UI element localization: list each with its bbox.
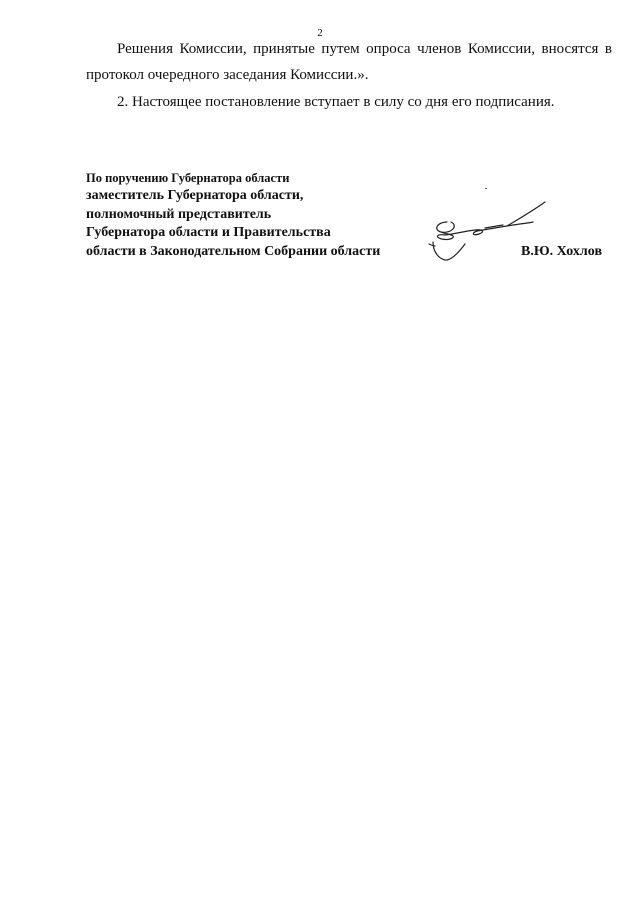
signature-block xyxy=(86,169,416,261)
position-line-2: полномочный представитель xyxy=(86,206,272,222)
scan-speck xyxy=(485,188,487,189)
on-behalf-line: По поручению Губернатора области xyxy=(86,171,290,185)
page-number: 2 xyxy=(317,27,323,39)
paragraph-effective-date: 2. Настоящее постановление вступает в силу со дня его подписания. xyxy=(117,94,555,110)
signer-name: В.Ю. Хохлов xyxy=(521,244,602,259)
position-line-1: заместитель Губернатора области, xyxy=(86,188,304,203)
paragraph-commission-decisions: Решения Комиссии, принятые путем опроса членов Комиссии, вносятся в протокол очередного заседания Комиссии.». xyxy=(86,41,612,83)
position-line-3: Губернатора области и Правительства xyxy=(86,225,331,240)
position-line-4: области в Законодательном Собрании области xyxy=(86,243,381,259)
